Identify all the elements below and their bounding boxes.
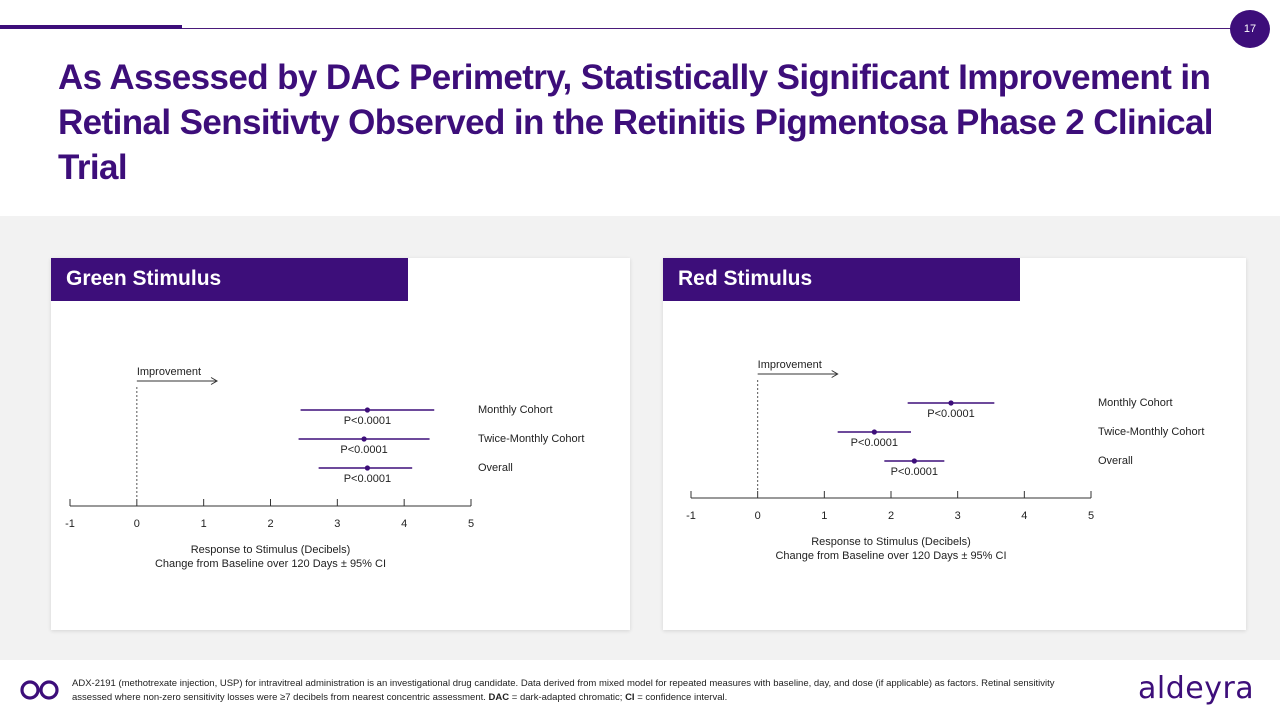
row-label: Overall <box>1098 455 1133 467</box>
brand-wordmark: aldeyra <box>1138 671 1255 706</box>
aldeyra-logo-icon <box>18 678 62 702</box>
x-tick-label: -1 <box>65 518 75 530</box>
x-tick-label: 4 <box>401 518 408 530</box>
top-accent-bar <box>0 25 182 29</box>
slide-title: As Assessed by DAC Perimetry, Statistically Significant Improvement in Retinal Sensitivty Observed in the Retinitis Pigmentosa Phase 2 Clinical Trial <box>58 58 1213 187</box>
x-tick-label: -1 <box>686 510 696 522</box>
footnote: ADX-2191 (methotrexate injection, USP) for intravitreal administration is an investigational drug candidate. Data derived from mixed model for repeated measures with baseline, day, and dose (if applicable) as factors. Retinal sensitivity assessed where non-zero sensitivity losses were ≥7 decibels from nearest concentric assessment. DAC = dark-adapted chromatic; CI = confidence interval. <box>72 678 1055 703</box>
red-stimulus-panel <box>663 258 1246 630</box>
row-label: Twice-Monthly Cohort <box>478 433 585 445</box>
top-rule <box>0 28 1232 29</box>
x-tick-label: 2 <box>887 510 895 522</box>
x-axis-sublabel: Change from Baseline over 120 Days ± 95% CI <box>775 550 1007 562</box>
x-tick-label: 3 <box>334 518 341 530</box>
red-panel-title: Red Stimulus <box>663 258 1020 301</box>
point-estimate <box>361 436 366 441</box>
p-value-label: P<0.0001 <box>343 415 392 427</box>
x-axis-sublabel: Change from Baseline over 120 Days ± 95% CI <box>154 558 387 570</box>
x-tick-label: 5 <box>1087 510 1095 522</box>
row-label: Monthly Cohort <box>478 404 553 416</box>
p-value-label: P<0.0001 <box>340 444 388 456</box>
x-tick-label: 3 <box>954 510 961 522</box>
x-axis-label: Response to Stimulus (Decibels) <box>811 536 971 548</box>
p-value-label: P<0.0001 <box>927 408 975 420</box>
green-panel-title: Green Stimulus <box>51 258 408 301</box>
page-number-badge: 17 <box>1230 10 1270 48</box>
improvement-label: Improvement <box>757 359 822 371</box>
x-axis-label: Response to Stimulus (Decibels) <box>190 544 351 556</box>
x-tick-label: 1 <box>200 518 207 530</box>
point-estimate <box>948 400 953 405</box>
p-value-label: P<0.0001 <box>850 437 899 449</box>
p-value-label: P<0.0001 <box>343 473 392 485</box>
point-estimate <box>912 458 917 463</box>
p-value-label: P<0.0001 <box>890 466 939 478</box>
row-label: Monthly Cohort <box>1098 397 1173 409</box>
point-estimate <box>872 429 877 434</box>
improvement-label: Improvement <box>136 366 202 378</box>
x-tick-label: 5 <box>467 518 475 530</box>
x-tick-label: 0 <box>754 510 761 522</box>
red-forest-plot <box>663 258 1246 630</box>
row-label: Twice-Monthly Cohort <box>1098 426 1205 438</box>
x-tick-label: 4 <box>1021 510 1028 522</box>
x-tick-label: 1 <box>821 510 828 522</box>
green-forest-plot <box>51 258 630 630</box>
row-label: Overall <box>478 462 513 474</box>
green-stimulus-panel <box>51 258 630 630</box>
point-estimate <box>365 465 370 470</box>
x-tick-label: 2 <box>267 518 274 530</box>
point-estimate <box>365 407 370 412</box>
x-tick-label: 0 <box>133 518 140 530</box>
